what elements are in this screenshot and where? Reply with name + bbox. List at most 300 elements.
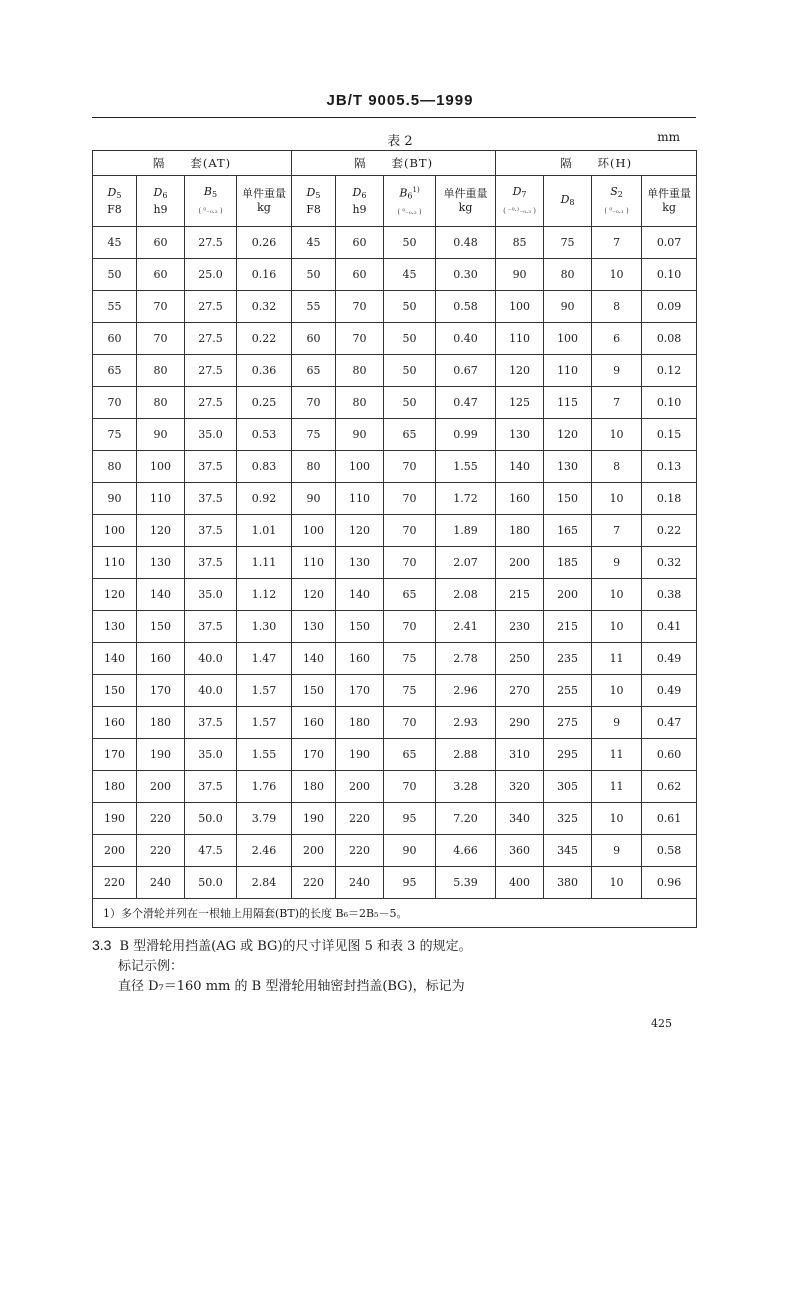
table-cell: 65 <box>384 739 436 771</box>
table-row <box>93 323 697 355</box>
table-row <box>93 547 697 579</box>
table-cell: 200 <box>137 771 185 803</box>
table-cell: 27.5 <box>185 323 237 355</box>
table-cell: 37.5 <box>185 483 237 515</box>
marking-text: 直径 D₇＝160 mm 的 B 型滑轮用轴密封挡盖(BG)，标记为 <box>118 979 465 994</box>
table-cell: 130 <box>93 611 137 643</box>
table-cell: 215 <box>496 579 544 611</box>
table-cell: 70 <box>292 387 336 419</box>
table-cell: 0.49 <box>642 643 697 675</box>
table-cell: 180 <box>496 515 544 547</box>
table-cell: 70 <box>384 515 436 547</box>
table-cell: 50 <box>384 323 436 355</box>
table-cell: 10 <box>592 579 642 611</box>
table-cell: 0.10 <box>642 387 697 419</box>
table-cell: 2.88 <box>436 739 496 771</box>
table-cell: 400 <box>496 867 544 899</box>
table-row <box>93 259 697 291</box>
table-cell: 160 <box>292 707 336 739</box>
table-cell: 1.55 <box>436 451 496 483</box>
col-header-s2: $S_2$ ( ⁰₋₀.₁ ) <box>592 176 642 227</box>
table-cell: 130 <box>496 419 544 451</box>
table-cell: 4.66 <box>436 835 496 867</box>
table-cell: 270 <box>496 675 544 707</box>
table-cell: 70 <box>137 323 185 355</box>
table-cell: 200 <box>496 547 544 579</box>
table-body <box>93 227 697 899</box>
table-cell: 0.07 <box>642 227 697 259</box>
table-cell: 50 <box>384 355 436 387</box>
table-cell: 0.41 <box>642 611 697 643</box>
table-cell: 120 <box>544 419 592 451</box>
table-cell: 50 <box>93 259 137 291</box>
table-cell: 60 <box>137 259 185 291</box>
table-cell: 165 <box>544 515 592 547</box>
table-cell: 150 <box>336 611 384 643</box>
table-cell: 1.72 <box>436 483 496 515</box>
table-cell: 220 <box>137 803 185 835</box>
table-cell: 80 <box>137 355 185 387</box>
table-row <box>93 643 697 675</box>
table-cell: 240 <box>137 867 185 899</box>
table-cell: 0.32 <box>642 547 697 579</box>
table-cell: 50.0 <box>185 803 237 835</box>
table-cell: 1.89 <box>436 515 496 547</box>
table-cell: 35.0 <box>185 419 237 451</box>
table-cell: 37.5 <box>185 771 237 803</box>
table-cell: 75 <box>292 419 336 451</box>
table-footnote: 1）多个滑轮并列在一根轴上用隔套(BT)的长度 B₆＝2B₅－5。 <box>93 899 697 928</box>
table-unit: mm <box>657 130 680 144</box>
table-cell: 0.26 <box>237 227 292 259</box>
table-cell: 100 <box>336 451 384 483</box>
table-cell: 360 <box>496 835 544 867</box>
table-cell: 10 <box>592 675 642 707</box>
clause-3-3 <box>92 935 472 954</box>
table-cell: 9 <box>592 355 642 387</box>
page-number: 425 <box>651 1017 672 1030</box>
col-header-d6-bt: $D_6$ h9 <box>336 176 384 227</box>
table-cell: 0.96 <box>642 867 697 899</box>
table-cell: 75 <box>384 643 436 675</box>
table-cell: 70 <box>384 707 436 739</box>
table-cell: 0.83 <box>237 451 292 483</box>
table-cell: 0.22 <box>642 515 697 547</box>
table-cell: 0.22 <box>237 323 292 355</box>
table-cell: 190 <box>336 739 384 771</box>
table-cell: 45 <box>384 259 436 291</box>
table-cell: 110 <box>292 547 336 579</box>
table-cell: 11 <box>592 771 642 803</box>
table-cell: 0.30 <box>436 259 496 291</box>
table-cell: 6 <box>592 323 642 355</box>
table-cell: 200 <box>93 835 137 867</box>
table-cell: 180 <box>137 707 185 739</box>
table-cell: 90 <box>384 835 436 867</box>
table-cell: 45 <box>292 227 336 259</box>
table-cell: 50 <box>384 227 436 259</box>
table-cell: 150 <box>544 483 592 515</box>
table-cell: 200 <box>336 771 384 803</box>
table-cell: 2.46 <box>237 835 292 867</box>
table-cell: 65 <box>384 419 436 451</box>
table-cell: 100 <box>496 291 544 323</box>
table-cell: 80 <box>137 387 185 419</box>
table-cell: 0.18 <box>642 483 697 515</box>
table-cell: 0.10 <box>642 259 697 291</box>
table-row <box>93 451 697 483</box>
table-cell: 0.25 <box>237 387 292 419</box>
table-cell: 80 <box>292 451 336 483</box>
table-cell: 345 <box>544 835 592 867</box>
group-header-h: 隔 环(H) <box>496 151 697 176</box>
table-cell: 65 <box>93 355 137 387</box>
table-cell: 2.08 <box>436 579 496 611</box>
col-header-weight-h: 单件重量 kg <box>642 176 697 227</box>
table-cell: 7 <box>592 227 642 259</box>
table-cell: 75 <box>384 675 436 707</box>
group-header-bt: 隔 套(BT) <box>292 151 496 176</box>
table-cell: 120 <box>336 515 384 547</box>
table-cell: 60 <box>336 259 384 291</box>
table-cell: 0.15 <box>642 419 697 451</box>
table-cell: 65 <box>292 355 336 387</box>
table-cell: 215 <box>544 611 592 643</box>
table-row <box>93 419 697 451</box>
table-cell: 115 <box>544 387 592 419</box>
table-row <box>93 579 697 611</box>
table-row <box>93 355 697 387</box>
table-cell: 0.16 <box>237 259 292 291</box>
table-cell: 180 <box>336 707 384 739</box>
table-cell: 120 <box>93 579 137 611</box>
table-cell: 70 <box>384 611 436 643</box>
table-cell: 7 <box>592 515 642 547</box>
table-cell: 37.5 <box>185 547 237 579</box>
table-cell: 100 <box>137 451 185 483</box>
table-cell: 150 <box>292 675 336 707</box>
table-cell: 3.28 <box>436 771 496 803</box>
table-cell: 95 <box>384 867 436 899</box>
clause-number: 3.3 <box>92 937 112 953</box>
table-cell: 5.39 <box>436 867 496 899</box>
table-cell: 0.40 <box>436 323 496 355</box>
table-cell: 10 <box>592 611 642 643</box>
table-cell: 180 <box>292 771 336 803</box>
table-cell: 55 <box>292 291 336 323</box>
col-header-d8: $D_8$ <box>544 176 592 227</box>
table-cell: 0.92 <box>237 483 292 515</box>
table-cell: 320 <box>496 771 544 803</box>
table-cell: 70 <box>336 291 384 323</box>
table-cell: 140 <box>137 579 185 611</box>
table-cell: 60 <box>292 323 336 355</box>
table-cell: 1.57 <box>237 707 292 739</box>
table-cell: 80 <box>544 259 592 291</box>
table-row <box>93 803 697 835</box>
table-cell: 0.47 <box>642 707 697 739</box>
table-cell: 10 <box>592 803 642 835</box>
table-cell: 120 <box>137 515 185 547</box>
table-cell: 55 <box>93 291 137 323</box>
table-cell: 9 <box>592 835 642 867</box>
table-cell: 325 <box>544 803 592 835</box>
table-cell: 50 <box>384 387 436 419</box>
table-row <box>93 483 697 515</box>
table-cell: 70 <box>336 323 384 355</box>
table-cell: 11 <box>592 739 642 771</box>
table-cell: 220 <box>137 835 185 867</box>
table-cell: 0.36 <box>237 355 292 387</box>
table-row <box>93 611 697 643</box>
table-cell: 0.58 <box>436 291 496 323</box>
table-cell: 37.5 <box>185 707 237 739</box>
table-cell: 110 <box>496 323 544 355</box>
table-cell: 150 <box>137 611 185 643</box>
table-cell: 120 <box>496 355 544 387</box>
clause-text: B 型滑轮用挡盖(AG 或 BG)的尺寸详见图 5 和表 3 的规定。 <box>119 939 472 954</box>
table-cell: 9 <box>592 547 642 579</box>
table-cell: 10 <box>592 867 642 899</box>
table-cell: 220 <box>93 867 137 899</box>
table-cell: 0.12 <box>642 355 697 387</box>
table-row <box>93 515 697 547</box>
table-cell: 95 <box>384 803 436 835</box>
table-cell: 0.58 <box>642 835 697 867</box>
col-header-weight-bt: 单件重量 kg <box>436 176 496 227</box>
table-cell: 200 <box>544 579 592 611</box>
table-cell: 50.0 <box>185 867 237 899</box>
table-cell: 70 <box>384 771 436 803</box>
table-cell: 100 <box>292 515 336 547</box>
table-cell: 2.07 <box>436 547 496 579</box>
table-cell: 1.12 <box>237 579 292 611</box>
table-cell: 1.57 <box>237 675 292 707</box>
table-cell: 295 <box>544 739 592 771</box>
col-header-weight-at: 单件重量 kg <box>237 176 292 227</box>
table-cell: 125 <box>496 387 544 419</box>
table-cell: 40.0 <box>185 675 237 707</box>
table-cell: 37.5 <box>185 515 237 547</box>
table-cell: 37.5 <box>185 611 237 643</box>
table-cell: 2.84 <box>237 867 292 899</box>
table-cell: 255 <box>544 675 592 707</box>
table-cell: 310 <box>496 739 544 771</box>
table-cell: 340 <box>496 803 544 835</box>
table-cell: 85 <box>496 227 544 259</box>
table-cell: 2.96 <box>436 675 496 707</box>
table-cell: 110 <box>137 483 185 515</box>
table-cell: 27.5 <box>185 291 237 323</box>
table-cell: 0.32 <box>237 291 292 323</box>
table-cell: 160 <box>137 643 185 675</box>
table-cell: 0.67 <box>436 355 496 387</box>
table-cell: 40.0 <box>185 643 237 675</box>
table-cell: 170 <box>336 675 384 707</box>
table-cell: 110 <box>336 483 384 515</box>
table-cell: 170 <box>93 739 137 771</box>
table-cell: 80 <box>336 387 384 419</box>
table-cell: 2.93 <box>436 707 496 739</box>
table-row <box>93 739 697 771</box>
table-cell: 27.5 <box>185 355 237 387</box>
table-cell: 0.60 <box>642 739 697 771</box>
table-cell: 160 <box>496 483 544 515</box>
table-cell: 250 <box>496 643 544 675</box>
table-cell: 110 <box>544 355 592 387</box>
table-cell: 60 <box>137 227 185 259</box>
table-cell: 190 <box>292 803 336 835</box>
table-cell: 185 <box>544 547 592 579</box>
table-cell: 8 <box>592 451 642 483</box>
table-cell: 3.79 <box>237 803 292 835</box>
table-cell: 220 <box>336 835 384 867</box>
table-cell: 0.49 <box>642 675 697 707</box>
table-cell: 0.47 <box>436 387 496 419</box>
table-cell: 2.41 <box>436 611 496 643</box>
table-cell: 2.78 <box>436 643 496 675</box>
table-cell: 200 <box>292 835 336 867</box>
table-row <box>93 227 697 259</box>
table-cell: 60 <box>336 227 384 259</box>
table-cell: 50 <box>384 291 436 323</box>
table-cell: 140 <box>496 451 544 483</box>
table-cell: 27.5 <box>185 387 237 419</box>
table-cell: 0.53 <box>237 419 292 451</box>
table-cell: 90 <box>544 291 592 323</box>
table-cell: 100 <box>544 323 592 355</box>
col-header-d5-bt: $D_5$ F8 <box>292 176 336 227</box>
table-cell: 235 <box>544 643 592 675</box>
table-cell: 220 <box>292 867 336 899</box>
table-row <box>93 867 697 899</box>
table-cell: 70 <box>384 547 436 579</box>
table-row <box>93 771 697 803</box>
table-caption: 表 2 <box>387 134 413 149</box>
table-row <box>93 675 697 707</box>
table-cell: 130 <box>336 547 384 579</box>
table-cell: 75 <box>93 419 137 451</box>
table-cell: 90 <box>496 259 544 291</box>
table-cell: 0.48 <box>436 227 496 259</box>
table-row <box>93 835 697 867</box>
table-cell: 75 <box>544 227 592 259</box>
col-header-d7: $D_7$ ( ⁻⁰·¹₋₀.₃ ) <box>496 176 544 227</box>
table-cell: 130 <box>292 611 336 643</box>
table-row <box>93 291 697 323</box>
table-cell: 90 <box>336 419 384 451</box>
spacer-table <box>92 150 697 928</box>
table-cell: 130 <box>137 547 185 579</box>
standard-code-header: JB/T 9005.5—1999 <box>326 92 474 109</box>
table-cell: 0.62 <box>642 771 697 803</box>
table-cell: 37.5 <box>185 451 237 483</box>
table-cell: 70 <box>93 387 137 419</box>
table-cell: 0.08 <box>642 323 697 355</box>
table-row <box>93 387 697 419</box>
example-label: 标记示例： <box>118 959 184 974</box>
table-cell: 7 <box>592 387 642 419</box>
table-cell: 10 <box>592 483 642 515</box>
table-cell: 0.38 <box>642 579 697 611</box>
table-cell: 140 <box>292 643 336 675</box>
table-cell: 70 <box>384 451 436 483</box>
group-header-at: 隔 套(AT) <box>93 151 292 176</box>
table-cell: 1.55 <box>237 739 292 771</box>
col-header-b5: $B_5$ ( ⁰₋₀.₂ ) <box>185 176 237 227</box>
table-cell: 1.01 <box>237 515 292 547</box>
table-cell: 160 <box>336 643 384 675</box>
table-cell: 45 <box>93 227 137 259</box>
table-cell: 25.0 <box>185 259 237 291</box>
table-cell: 70 <box>384 483 436 515</box>
header-rule <box>92 117 696 118</box>
table-cell: 65 <box>384 579 436 611</box>
col-header-d6-at: $D_6$ h9 <box>137 176 185 227</box>
table-cell: 10 <box>592 259 642 291</box>
table-cell: 180 <box>93 771 137 803</box>
col-header-b6: $B_6^{1)}$ ( ⁰₋₀.₂ ) <box>384 176 436 227</box>
table-cell: 8 <box>592 291 642 323</box>
table-cell: 35.0 <box>185 579 237 611</box>
table-cell: 170 <box>292 739 336 771</box>
table-cell: 380 <box>544 867 592 899</box>
table-cell: 170 <box>137 675 185 707</box>
table-cell: 47.5 <box>185 835 237 867</box>
table-cell: 305 <box>544 771 592 803</box>
table-cell: 60 <box>93 323 137 355</box>
table-cell: 110 <box>93 547 137 579</box>
table-cell: 190 <box>137 739 185 771</box>
table-cell: 80 <box>93 451 137 483</box>
table-row <box>93 707 697 739</box>
table-cell: 140 <box>336 579 384 611</box>
table-cell: 50 <box>292 259 336 291</box>
table-cell: 90 <box>137 419 185 451</box>
table-cell: 0.99 <box>436 419 496 451</box>
table-cell: 90 <box>93 483 137 515</box>
table-cell: 80 <box>336 355 384 387</box>
table-cell: 90 <box>292 483 336 515</box>
table-cell: 9 <box>592 707 642 739</box>
table-cell: 27.5 <box>185 227 237 259</box>
table-cell: 130 <box>544 451 592 483</box>
table-cell: 1.11 <box>237 547 292 579</box>
table-cell: 1.76 <box>237 771 292 803</box>
table-cell: 190 <box>93 803 137 835</box>
table-cell: 1.30 <box>237 611 292 643</box>
table-cell: 160 <box>93 707 137 739</box>
table-cell: 0.13 <box>642 451 697 483</box>
table-cell: 275 <box>544 707 592 739</box>
table-cell: 120 <box>292 579 336 611</box>
table-cell: 0.09 <box>642 291 697 323</box>
table-cell: 290 <box>496 707 544 739</box>
table-cell: 220 <box>336 803 384 835</box>
table-cell: 140 <box>93 643 137 675</box>
table-cell: 1.47 <box>237 643 292 675</box>
table-cell: 100 <box>93 515 137 547</box>
table-cell: 0.61 <box>642 803 697 835</box>
table-cell: 150 <box>93 675 137 707</box>
table-cell: 35.0 <box>185 739 237 771</box>
col-header-d5-at: $D_5$ F8 <box>93 176 137 227</box>
table-cell: 7.20 <box>436 803 496 835</box>
table-cell: 10 <box>592 419 642 451</box>
table-cell: 230 <box>496 611 544 643</box>
table-cell: 70 <box>137 291 185 323</box>
table-cell: 240 <box>336 867 384 899</box>
